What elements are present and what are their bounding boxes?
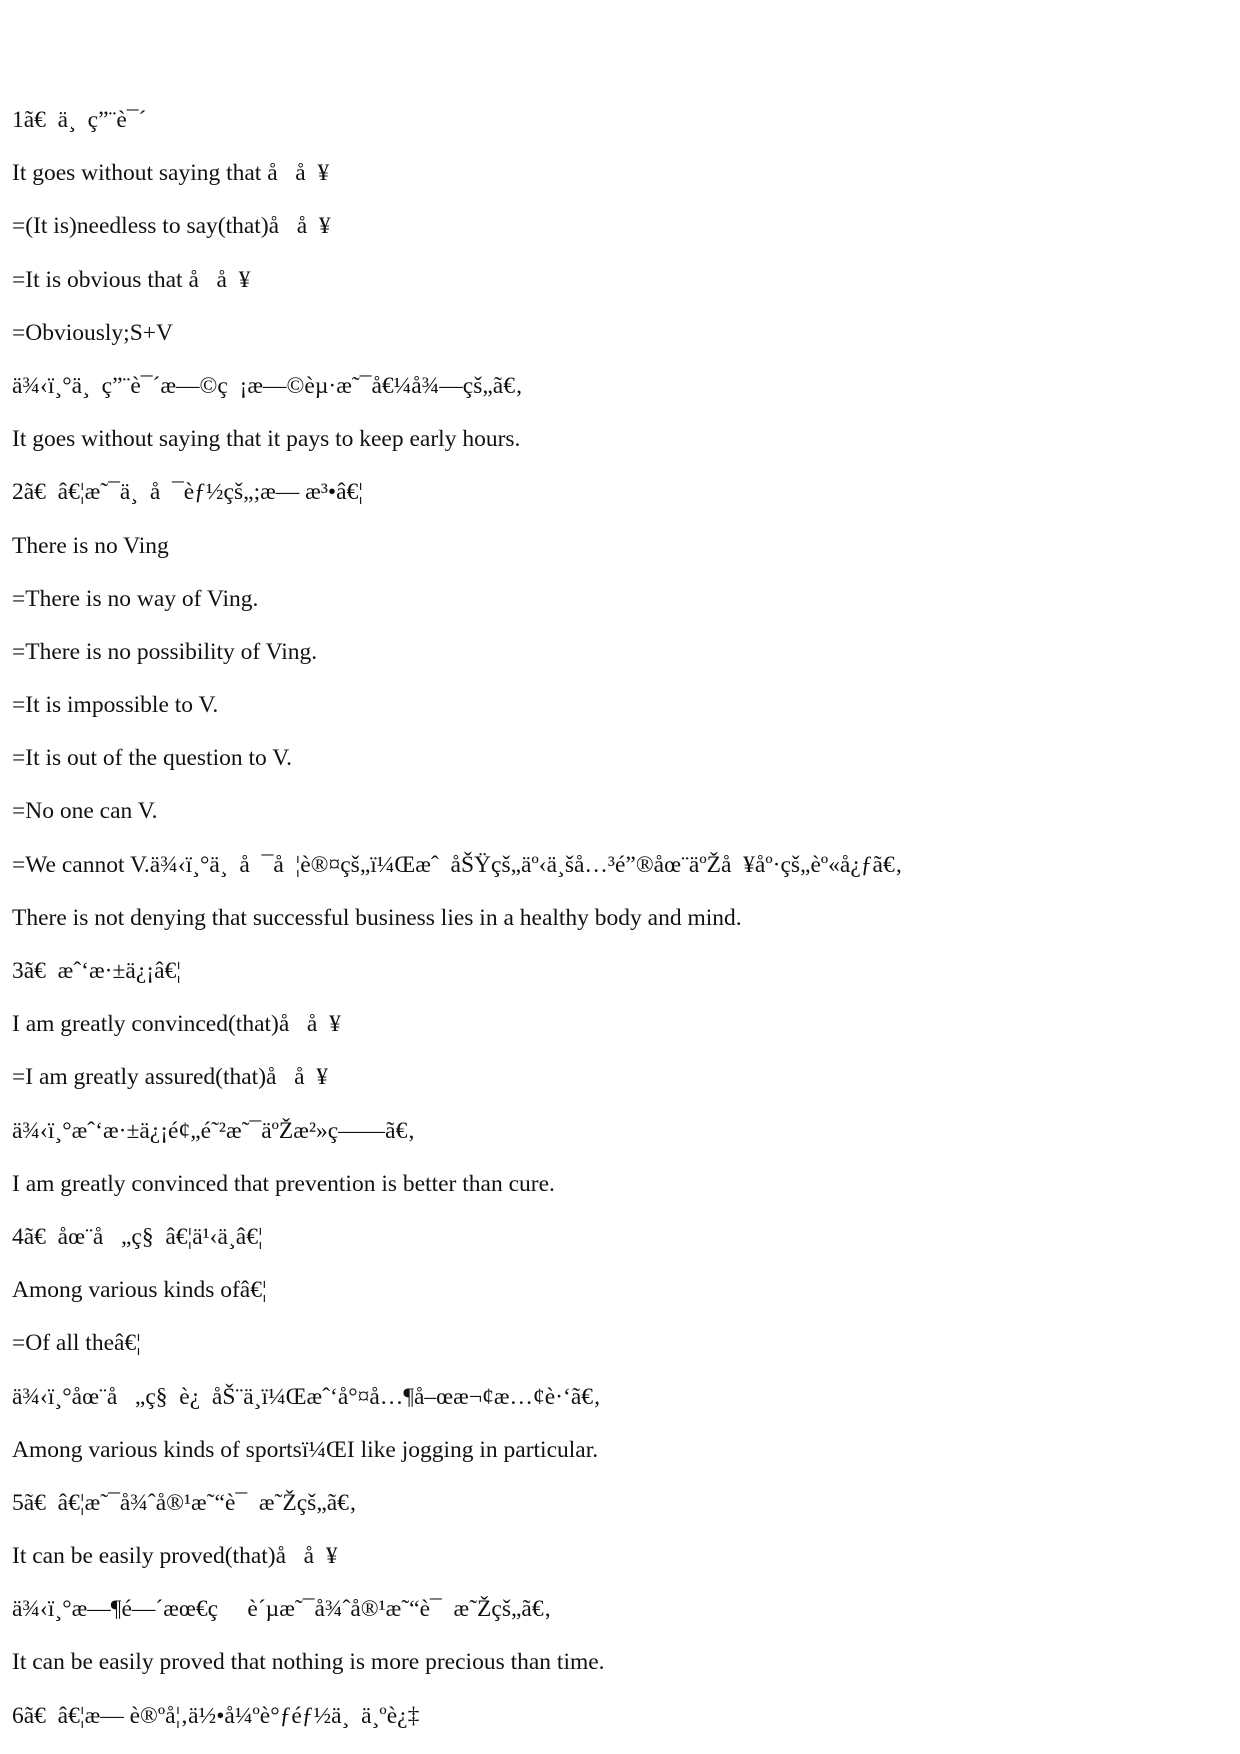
- line-pattern: =No one can V.: [12, 798, 158, 825]
- line-example-label: ä¾‹ï¸°åœ¨å „ç§ è¿ åŠ¨ä¸ï¼Œæˆ‘å°¤å…¶å–œæ¬¢æ…¢è·‘ã€‚: [12, 1383, 601, 1410]
- line-pattern: Among various kinds ofâ€¦: [12, 1277, 267, 1304]
- line-pattern: =Of all theâ€¦: [12, 1330, 141, 1357]
- line-pattern: =I am greatly assured(that)å å ¥: [12, 1064, 329, 1091]
- document-body: [12, 102, 1212, 1751]
- line-pattern: It goes without saying that å å ¥: [12, 160, 330, 187]
- line-heading-6: 6ã€ â€¦æ— è®ºå¦‚ä½•å¼ºè°ƒéƒ½ä¸ ä¸ºè¿‡: [12, 1702, 420, 1729]
- line-pattern: =Obviously;S+V: [12, 319, 174, 346]
- line-example: It can be easily proved that nothing is more precious than time.: [12, 1649, 605, 1676]
- line-heading-2: 2ã€ â€¦æ˜¯ä¸ å ¯èƒ½çš„;æ— æ³•â€¦: [12, 479, 363, 506]
- line-example-label: ä¾‹ï¸°æ—¶é—´æœ€ç è´µæ˜¯å¾ˆå®¹æ˜“è¯ æ˜Žçš„ã€‚: [12, 1596, 552, 1623]
- line-pattern: =(It is)needless to say(that)å å ¥: [12, 213, 331, 240]
- line-heading-4: 4ã€ åœ¨å „ç§ â€¦ä¹‹ä¸â€¦: [12, 1223, 263, 1250]
- line-example: There is not denying that successful business lies in a healthy body and mind.: [12, 904, 742, 931]
- line-pattern: I am greatly convinced(that)å å ¥: [12, 1011, 341, 1038]
- line-heading-1: 1ã€ ä¸ ç”¨è¯´: [12, 107, 147, 133]
- line-pattern: =It is impossible to V.: [12, 692, 219, 719]
- line-example: It goes without saying that it pays to keep early hours.: [12, 426, 521, 453]
- line-heading-3: 3ã€ æˆ‘æ·±ä¿¡â€¦: [12, 958, 181, 984]
- line-pattern: =It is obvious that å å ¥: [12, 266, 251, 293]
- line-pattern: =There is no way of Ving.: [12, 585, 259, 612]
- line-example: Among various kinds of sportsï¼ŒI like jogging in particular.: [12, 1436, 599, 1463]
- line-example-label: ä¾‹ï¸°ä¸ ç”¨è¯´æ—©ç ¡æ—©èµ·æ˜¯å€¼å¾—çš„ã€‚: [12, 372, 523, 399]
- line-pattern: There is no Ving: [12, 532, 169, 559]
- line-example-label: ä¾‹ï¸°æˆ‘æ·±ä¿¡é¢„é˜²æ˜¯äºŽæ²»ç——ã€‚: [12, 1117, 416, 1144]
- line-pattern: It can be easily proved(that)å å ¥: [12, 1543, 338, 1570]
- line-pattern: =There is no possibility of Ving.: [12, 638, 318, 665]
- line-heading-5: 5ã€ â€¦æ˜¯å¾ˆå®¹æ˜“è¯ æ˜Žçš„ã€‚: [12, 1489, 357, 1516]
- line-example: I am greatly convinced that prevention is better than cure.: [12, 1170, 555, 1197]
- line-pattern: =It is out of the question to V.: [12, 745, 293, 772]
- line-example-label: =We cannot V.ä¾‹ï¸°ä¸ å ¯å ¦è®¤çš„ï¼Œæˆ åŠŸçš„äº‹ä¸šå…³é”®åœ¨äºŽå ¥åº·çš„èº«å¿ƒã€‚: [12, 851, 903, 878]
